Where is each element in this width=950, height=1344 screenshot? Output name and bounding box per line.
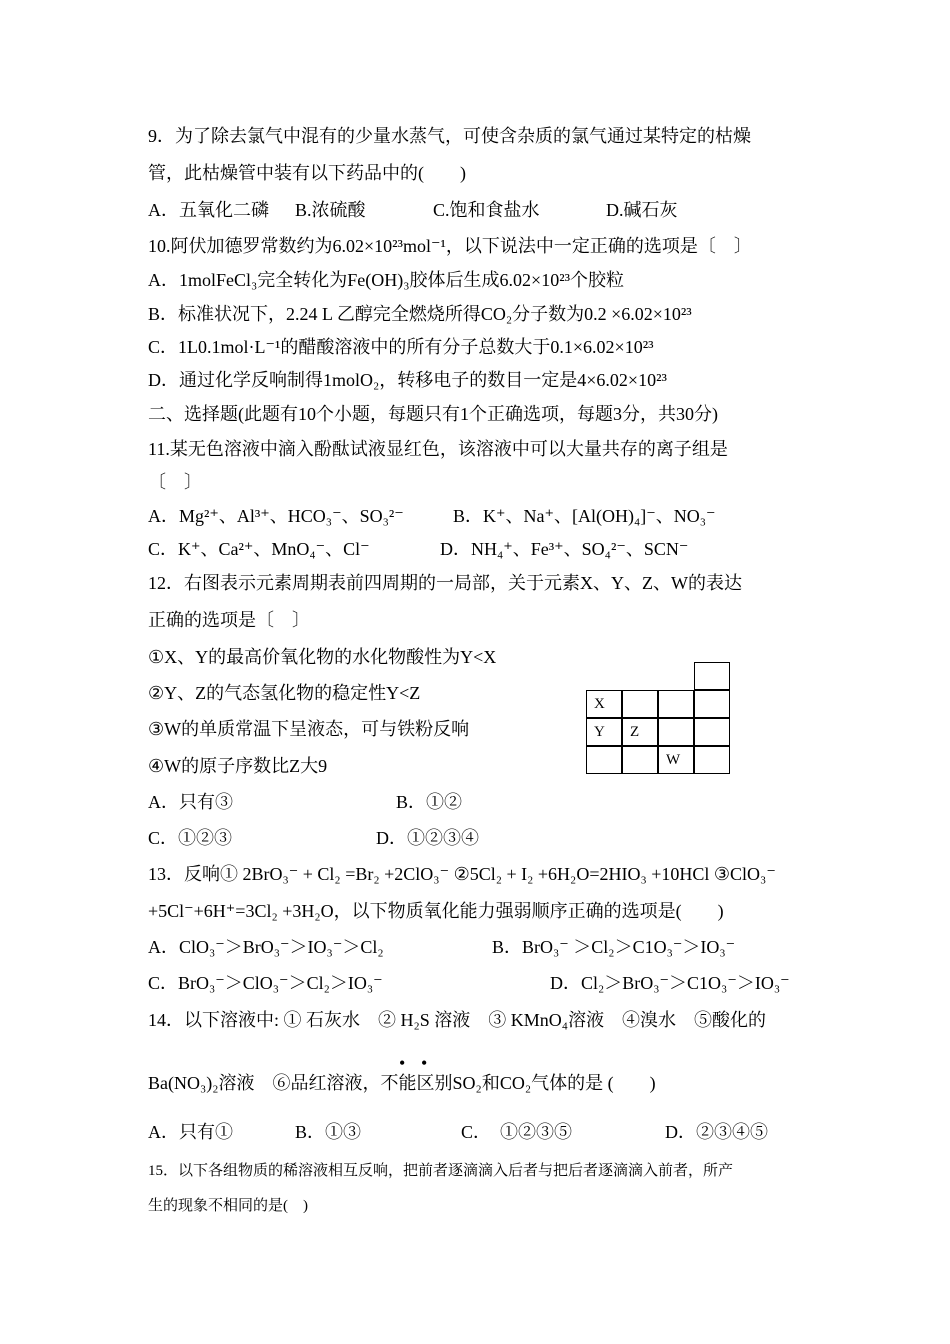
table-cell [622, 690, 658, 718]
table-cell [658, 718, 694, 746]
q11-option-c: C．K⁺、Ca²⁺、MnO₄⁻、Cl⁻ [148, 539, 370, 559]
table-cell-z: Z [622, 718, 658, 746]
q13-option-d: D．Cl₂＞BrO₃⁻＞C1O₃⁻＞IO₃⁻ [550, 973, 790, 993]
q15-stem-line1: 15．以下各组物质的稀溶液相互反响，把前者逐滴滴入后者与把后者逐滴滴入前者，所产 [148, 1163, 734, 1179]
q13-stem-line1: 13．反响① 2BrO₃⁻ + Cl₂ =Br₂ +2ClO₃⁻ ②5Cl₂ + I₂ +6H₂O=2HIO₃ +10HCl ③ClO₃⁻ [148, 864, 776, 884]
q12-statement-4: ④W的原子序数比Z大9 [148, 756, 328, 776]
q9-stem-line2: 管，此枯燥管中装有以下药品中的( ) [148, 163, 466, 183]
q10-option-d: D．通过化学反响制得1molO₂，转移电子的数目一定是4×6.02×10²³ [148, 370, 667, 390]
q12-statement-3: ③W的单质常温下呈液态，可与铁粉反响 [148, 719, 470, 739]
table-cell [694, 718, 730, 746]
q9-option-b: B.浓硫酸 [295, 200, 366, 220]
table-cell [586, 746, 622, 774]
table-cell [694, 690, 730, 718]
q14-option-a: A．只有① [148, 1122, 233, 1142]
q12-stem-line2: 正确的选项是〔 〕 [148, 610, 310, 630]
table-cell [694, 746, 730, 774]
table-cell-x: X [586, 690, 622, 718]
q15-stem-line2: 生的现象不相同的是( ) [148, 1198, 308, 1214]
q11-option-b: B．K⁺、Na⁺、[Al(OH)₄]⁻、NO₃⁻ [453, 506, 716, 526]
q12-option-a: A．只有③ [148, 792, 233, 812]
q12-statement-1: ①X、Y的最高价氧化物的水化物酸性为Y<X [148, 647, 497, 667]
table-cell [658, 690, 694, 718]
emphasis-dot: • [399, 1053, 406, 1073]
q10-option-b: B．标准状况下，2.24 L 乙醇完全燃烧所得CO₂分子数为0.2 ×6.02×10²³ [148, 304, 692, 324]
q13-option-b: B．BrO₃⁻ ＞Cl₂＞C1O₃⁻＞IO₃⁻ [492, 937, 736, 957]
q14-option-b: B．①③ [295, 1122, 362, 1142]
q9-stem-line1: 9．为了除去氯气中混有的少量水蒸气，可使含杂质的氯气通过某特定的枯燥 [148, 126, 751, 146]
q11-option-a: A．Mg²⁺、Al³⁺、HCO₃⁻、SO₃²⁻ [148, 506, 404, 526]
q10-stem: 10.阿伏加德罗常数约为6.02×10²³mol⁻¹，以下说法中一定正确的选项是〔 〕 [148, 236, 752, 256]
table-cell [622, 746, 658, 774]
table-cell [694, 662, 730, 690]
q13-option-c: C．BrO₃⁻＞ClO₃⁻＞Cl₂＞IO₃⁻ [148, 973, 383, 993]
table-cell-w: W [658, 746, 694, 774]
section-2-heading: 二、选择题(此题有10个小题，每题只有1个正确选项，每题3分，共30分) [148, 404, 718, 424]
q14-option-c: C． ①②③⑤ [461, 1122, 573, 1142]
q10-option-a: A．1molFeCl₃完全转化为Fe(OH)₃胶体后生成6.02×10²³个胶粒 [148, 270, 624, 290]
q13-stem-line2: +5Cl⁻+6H⁺=3Cl₂ +3H₂O，以下物质氧化能力强弱顺序正确的选项是( ) [148, 901, 724, 921]
q9-option-a: A．五氧化二磷 [148, 200, 269, 220]
q11-stem-line1: 11.某无色溶液中滴入酚酞试液显红色，该溶液中可以大量共存的离子组是 [148, 439, 728, 459]
q12-stem-line1: 12．右图表示元素周期表前四周期的一局部，关于元素X、Y、Z、W的表达 [148, 573, 742, 593]
q10-option-c: C．1L0.1mol·L⁻¹的醋酸溶液中的所有分子总数大于0.1×6.02×10²³ [148, 337, 654, 357]
q9-option-c: C.饱和食盐水 [433, 200, 540, 220]
q12-statement-2: ②Y、Z的气态氢化物的稳定性Y<Z [148, 683, 421, 703]
q14-stem-line1: 14．以下溶液中: ① 石灰水 ② H₂S 溶液 ③ KMnO₄溶液 ④溴水 ⑤酸化的 [148, 1010, 767, 1030]
periodic-table-fragment [586, 662, 732, 777]
q11-option-d: D．NH₄⁺、Fe³⁺、SO₄²⁻、SCN⁻ [440, 539, 689, 559]
q14-option-d: D．②③④⑤ [665, 1122, 768, 1142]
emphasis-dot: • [421, 1053, 428, 1073]
q12-option-c: C．①②③ [148, 828, 233, 848]
q14-stem-line2: Ba(NO₃)₂溶液 ⑥品红溶液，不能区别SO₂和CO₂气体的是 ( ) [148, 1073, 656, 1093]
table-cell-y: Y [586, 718, 622, 746]
q12-option-d: D．①②③④ [376, 828, 479, 848]
q13-option-a: A．ClO₃⁻＞BrO₃⁻＞IO₃⁻＞Cl₂ [148, 937, 384, 957]
q11-stem-line2: 〔 〕 [148, 472, 202, 492]
q9-option-d: D.碱石灰 [606, 200, 678, 220]
q12-option-b: B．①② [396, 792, 463, 812]
